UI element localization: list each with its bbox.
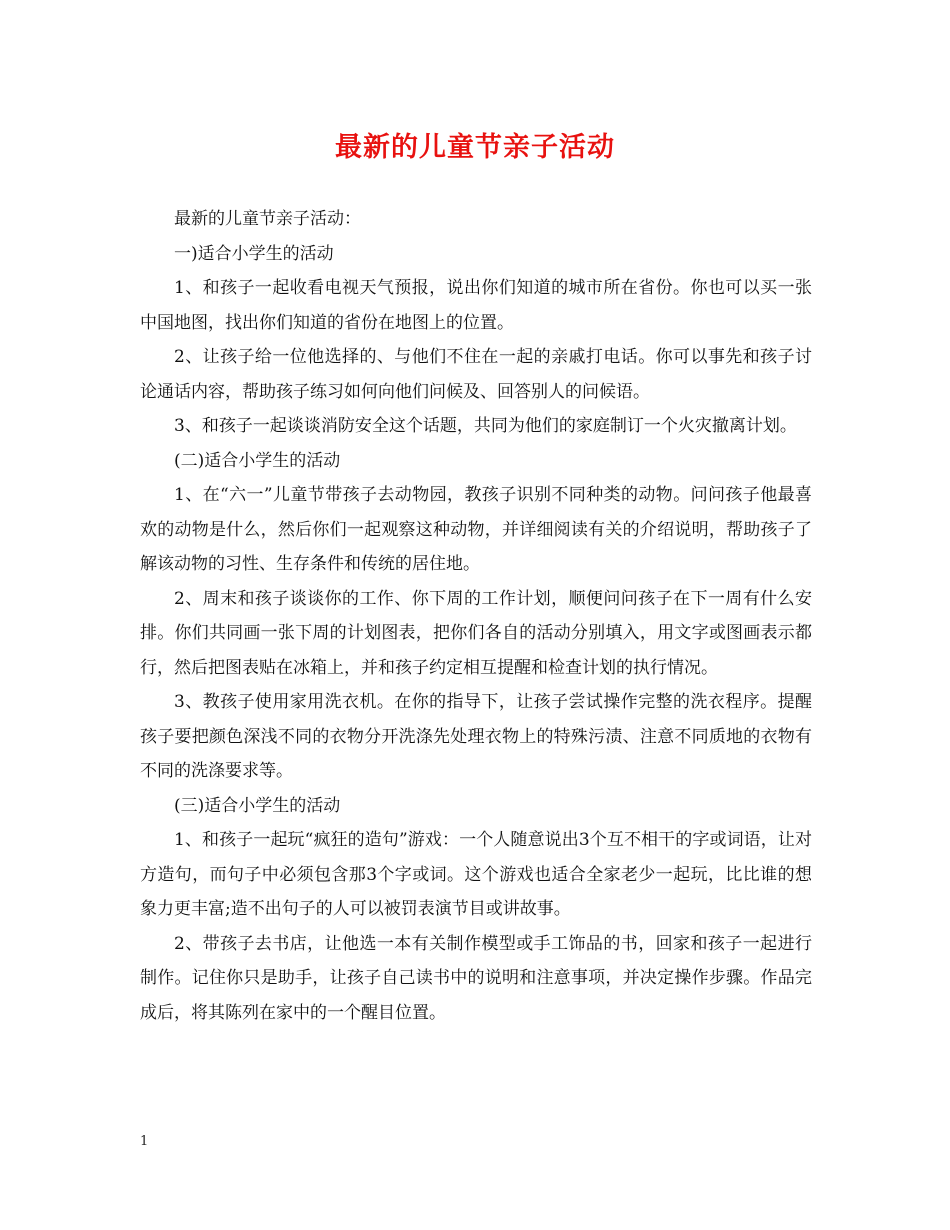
paragraph: 1、在“六一”儿童节带孩子去动物园，教孩子识别不同种类的动物。问问孩子他最喜欢的动物是什么，然后你们一起观察这种动物，并详细阅读有关的介绍说明，帮助孩子了解该动物的习性、生存条件和传统的居住地。 [140, 485, 812, 574]
paragraph: 2、周末和孩子谈谈你的工作、你下周的工作计划，顺便问问孩子在下一周有什么安排。你们共同画一张下周的计划图表，把你们各自的活动分别填入，用文字或图画表示都行，然后把图表贴在冰箱上，并和孩子约定相互提醒和检查计划的执行情况。 [140, 588, 812, 678]
document-title: 最新的儿童节亲子活动 [335, 132, 615, 163]
paragraph-intro: 最新的儿童节亲子活动： [174, 209, 361, 229]
paragraph: 2、让孩子给一位他选择的、与他们不住在一起的亲戚打电话。你可以事先和孩子讨论通话内容，帮助孩子练习如何向他们问候及、回答别人的问候语。 [140, 347, 812, 402]
page-number: 1 [140, 1134, 149, 1149]
section-heading-3: (三)适合小学生的活动 [174, 795, 341, 816]
paragraph: 3、和孩子一起谈谈消防安全这个话题，共同为他们的家庭制订一个火灾撤离计划。 [174, 416, 797, 436]
paragraph: 2、带孩子去书店，让他选一本有关制作模型或手工饰品的书，回家和孩子一起进行制作。记住你只是助手，让孩子自己读书中的说明和注意事项，并决定操作步骤。作品完成后，将其陈列在家中的一个醒目位置。 [140, 933, 812, 1023]
paragraph: 1、和孩子一起玩“疯狂的造句”游戏：一个人随意说出3个互不相干的字或词语，让对方造句，而句子中必须包含那3个字或词。这个游戏也适合全家老少一起玩，比比谁的想象力更丰富;造不出句子的人可以被罚表演节目或讲故事。 [140, 830, 812, 919]
section-heading-1: 一)适合小学生的活动 [174, 243, 334, 264]
paragraph: 3、教孩子使用家用洗衣机。在你的指导下，让孩子尝试操作完整的洗衣程序。提醒孩子要把颜色深浅不同的衣物分开洗涤先处理衣物上的特殊污渍、注意不同质地的衣物有不同的洗涤要求等。 [140, 692, 812, 781]
paragraph: 1、和孩子一起收看电视天气预报，说出你们知道的城市所在省份。你也可以买一张中国地图，找出你们知道的省份在地图上的位置。 [140, 278, 812, 333]
document-body [140, 202, 812, 1030]
section-heading-2: (二)适合小学生的活动 [174, 450, 341, 471]
